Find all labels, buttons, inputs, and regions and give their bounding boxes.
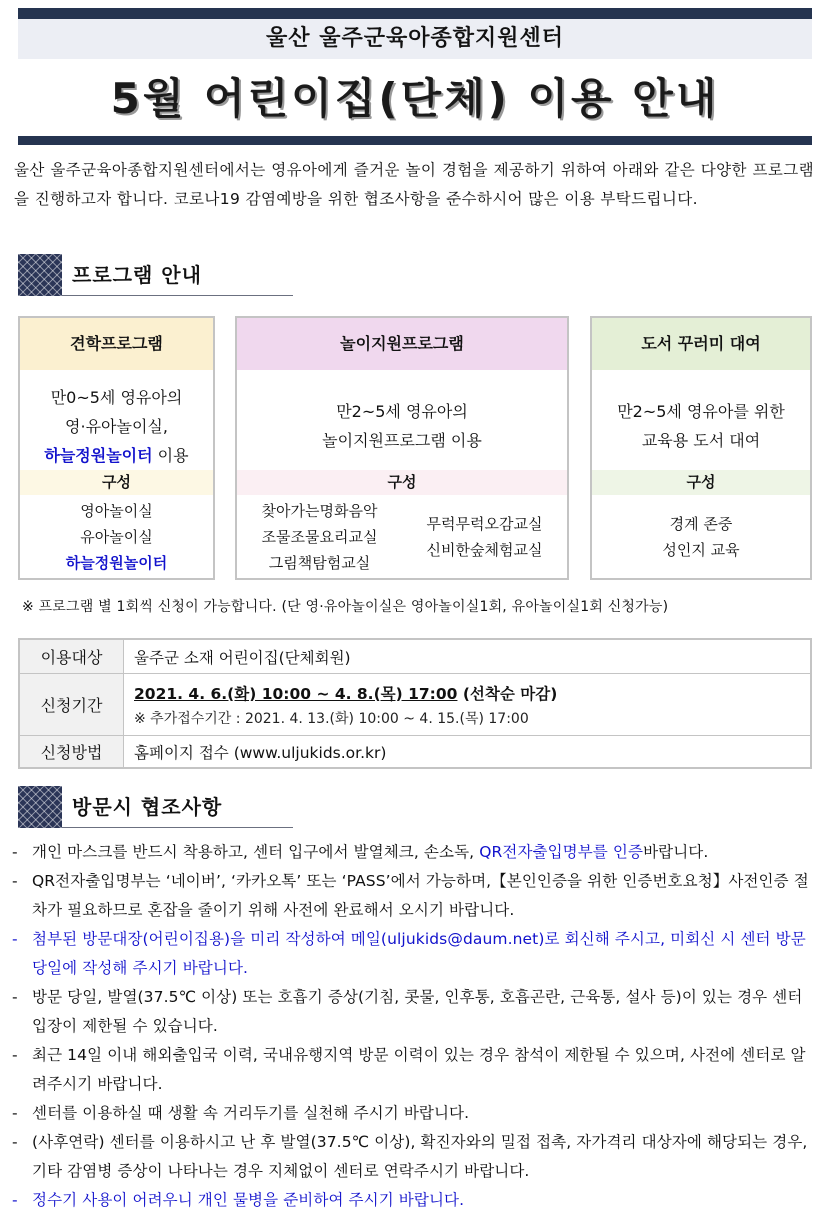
guideline-item (12, 983, 814, 1041)
list-item: 영아놀이실 (80, 502, 153, 520)
period-extra: ※ 추가접수기간 : 2021. 4. 13.(화) 10:00 ~ 4. 15.(목) 17:00 (134, 710, 529, 727)
guideline-text (32, 838, 814, 867)
card-sub-heading: 구성 (237, 470, 567, 495)
section-pattern-icon (18, 254, 62, 296)
card-desc-line: 만0~5세 영유아의 (50, 387, 183, 407)
program-section-title: 프로그램 안내 (72, 263, 202, 287)
program-note: ※ 프로그램 별 1회씩 신청이 가능합니다. (단 영·유아놀이실은 영아놀이실1회, 유아놀이실1회 신청가능) (22, 599, 669, 615)
list-item: 성인지 교육 (662, 541, 740, 559)
program-card-play-support (235, 316, 569, 580)
visit-section-title: 방문시 협조사항 (72, 795, 223, 819)
list-item: 무럭무럭오감교실 (426, 515, 543, 533)
organization-title: 울산 울주군육아종합지원센터 (266, 26, 564, 51)
card-item-list (237, 496, 567, 578)
header-bottom-bar (18, 136, 812, 145)
page-title: 5월 어린이집(단체) 이용 안내 (110, 74, 720, 123)
header-top-bar (18, 8, 812, 19)
guideline-text-part: 바랍니다. (643, 843, 709, 861)
guideline-item (12, 867, 814, 925)
bullet-dash: - (12, 1046, 18, 1064)
info-label: 신청방법 (20, 736, 124, 767)
list-item: 유아놀이실 (80, 528, 153, 546)
section-pattern-icon (18, 786, 62, 828)
card-desc-line: 영·유아놀이실, (65, 416, 168, 436)
list-item: 조물조물요리교실 (261, 528, 378, 546)
guideline-item (12, 1128, 814, 1186)
info-label: 이용대상 (20, 640, 124, 673)
info-value (134, 736, 386, 767)
guideline-highlight: QR전자출입명부를 인증 (479, 843, 644, 861)
bullet-dash: - (12, 1104, 18, 1122)
info-value (134, 674, 557, 735)
info-table (18, 638, 812, 769)
guideline-item (12, 1099, 814, 1128)
bullet-dash: - (12, 872, 18, 890)
visit-section-heading (18, 786, 293, 828)
guideline-text: (사후연락) 센터를 이용하시고 난 후 발열(37.5℃ 이상), 확진자와의 밀접 접촉, 자가격리 대상자에 해당되는 경우, 기타 감염병 증상이 나타나는 경우 지체없이 센터로 연락주시기 바랍니다. (32, 1133, 808, 1180)
card-title: 놀이지원프로그램 (237, 318, 567, 370)
guideline-text: 방문 당일, 발열(37.5℃ 이상) 또는 호흡기 증상(기침, 콧물, 인후통, 호흡곤란, 근육통, 설사 등)이 있는 경우 센터 입장이 제한될 수 있습니다. (32, 988, 803, 1035)
guideline-text: 최근 14일 이내 해외출입국 이력, 국내유행지역 방문 이력이 있는 경우 참석이 제한될 수 있으며, 사전에 센터로 알려주시기 바랍니다. (32, 1046, 806, 1093)
target-value-text: 울주군 소재 어린이집(단체회원) (134, 648, 351, 667)
card-description (20, 370, 213, 482)
bullet-dash: - (12, 1133, 18, 1151)
card-item-column-right (427, 511, 543, 563)
card-sub-heading: 구성 (592, 470, 810, 495)
guideline-text: QR전자출입명부는 ‘네이버’, ‘카카오톡’ 또는 ‘PASS’에서 가능하며,【본인인증을 위한 인증번호요청】사전인증 절차가 필요하므로 혼잡을 줄이기 위해 사전에 완료해서 오시기 바랍니다. (32, 872, 809, 919)
bullet-dash: - (12, 1191, 18, 1209)
bullet-dash: - (12, 843, 18, 861)
card-item-list (20, 496, 213, 578)
card-item-column-left (262, 498, 378, 576)
period-dates: 2021. 4. 6.(화) 10:00 ~ 4. 8.(목) 17:00 (134, 684, 458, 703)
program-card-tour (18, 316, 215, 580)
guideline-text-part: 개인 마스크를 반드시 착용하고, 센터 입구에서 발열체크, 손소독, (32, 843, 480, 861)
list-item: 그림책탐험교실 (268, 554, 371, 572)
guideline-text: 센터를 이용하실 때 생활 속 거리두기를 실천해 주시기 바랍니다. (32, 1104, 470, 1122)
period-suffix: (선착순 마감) (457, 684, 558, 703)
card-description (592, 370, 810, 482)
card-desc-line: 만2~5세 영유아의 (336, 402, 468, 421)
info-label: 신청기간 (20, 674, 124, 735)
list-item: 경계 존중 (669, 515, 733, 533)
list-item: 하늘정원놀이터 (65, 554, 168, 572)
card-desc-line: 만2~5세 영유아를 위한 (617, 402, 785, 421)
card-desc-line: 놀이지원프로그램 이용 (322, 431, 482, 450)
guideline-item (12, 838, 814, 867)
method-value-text: 홈페이지 접수 (www.uljukids.or.kr) (134, 743, 387, 762)
card-description (237, 370, 567, 482)
guideline-item (12, 925, 814, 983)
card-item-list (592, 496, 810, 578)
info-row-target (20, 640, 810, 674)
card-sub-heading: 구성 (20, 470, 213, 495)
guideline-item (12, 1041, 814, 1099)
card-desc-line (44, 441, 188, 470)
card-desc-line: 교육용 도서 대여 (641, 431, 761, 450)
highlight-text: 하늘정원놀이터 (44, 445, 153, 465)
list-item: 신비한숲체험교실 (426, 541, 543, 559)
list-item: 찾아가는명화음악 (261, 502, 378, 520)
bullet-dash: - (12, 930, 18, 948)
card-desc-suffix: 이용 (152, 445, 189, 465)
period-main (134, 682, 557, 704)
visit-guidelines-list (12, 838, 814, 1215)
guideline-item (12, 1186, 814, 1215)
bullet-dash: - (12, 988, 18, 1006)
guideline-text: 정수기 사용이 어려우니 개인 물병을 준비하여 주시기 바랍니다. (32, 1191, 465, 1209)
program-section-heading (18, 254, 293, 296)
card-title: 도서 꾸러미 대여 (592, 318, 810, 370)
intro-paragraph: 울산 울주군육아종합지원센터에서는 영유아에게 즐거운 놀이 경험을 제공하기 위하여 아래와 같은 다양한 프로그램을 진행하고자 합니다. 코로나19 감염예방을 위한 협조사항을 준수하시어 많은 이용 부탁드립니다. (14, 161, 814, 208)
guideline-text: 첨부된 방문대장(어린이집용)을 미리 작성하여 메일(uljukids@daum.net)로 회신해 주시고, 미회신 시 센터 방문 당일에 작성해 주시기 바랍니다. (32, 930, 806, 977)
info-row-method (20, 736, 810, 767)
info-value (134, 640, 351, 673)
info-row-period (20, 674, 810, 736)
program-card-book-rental (590, 316, 812, 580)
card-title: 견학프로그램 (20, 318, 213, 370)
